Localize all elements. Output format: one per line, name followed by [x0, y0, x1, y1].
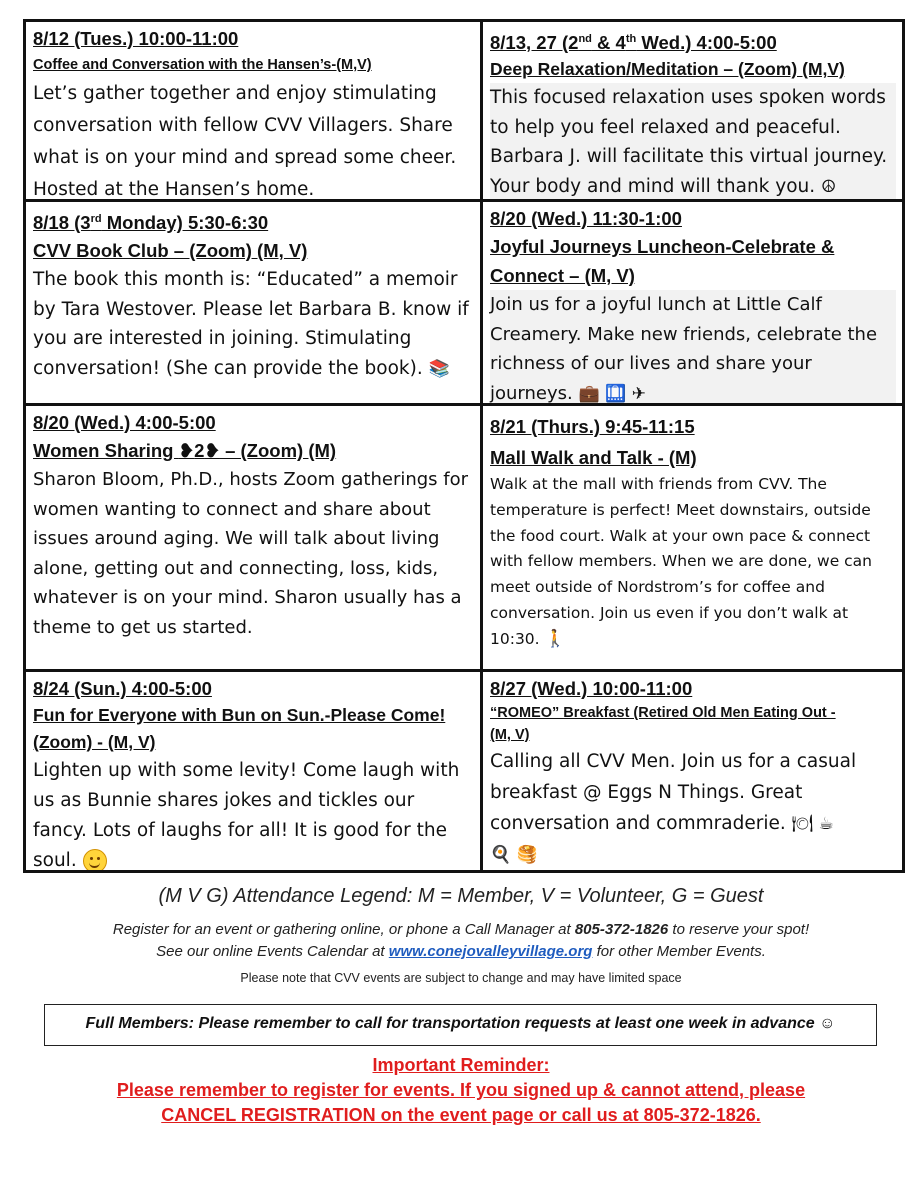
- event-date-time: 8/20 (Wed.) 11:30-1:00: [490, 208, 682, 229]
- calendar-line: See our online Events Calendar at www.conejovalleyvillage.org for other Member Events.: [156, 943, 766, 960]
- event-date-time: 8/13, 27 (2nd & 4th Wed.) 4:00-5:00: [490, 32, 777, 54]
- event-title: CVV Book Club – (Zoom) (M, V): [33, 240, 308, 262]
- event-date-time: 8/24 (Sun.) 4:00-5:00: [33, 678, 212, 699]
- event-cell-coffee-conversation: [26, 22, 483, 202]
- event-cell-romeo-breakfast: [483, 672, 902, 870]
- event-description: Let’s gather together and enjoy stimulating conversation with fellow CVV Villagers. Share what is on your mind and spread some cheer. Hosted at the Hansen’s home.: [33, 83, 457, 200]
- event-description: Sharon Bloom, Ph.D., hosts Zoom gatherings for women wanting to connect and share about issues around aging. We will talk about living alone, getting out and connecting, loss, kids, whatever is on your mind. Sharon usually has a theme to get us started.: [33, 469, 469, 638]
- register-line: Register for an event or gathering online, or phone a Call Manager at 805-372-1826 to reserve your spot!: [112, 921, 810, 938]
- event-cell-fun-for-everyone: [26, 672, 483, 870]
- event-date-time: 8/27 (Wed.) 10:00-11:00: [490, 678, 693, 699]
- event-title: Deep Relaxation/Meditation – (Zoom) (M,V): [490, 59, 845, 80]
- event-description: Calling all CVV Men. Join us for a casual breakfast @ Eggs N Things. Great conversation and commraderie. 🍽 ☕ 🍳 🥞: [490, 751, 857, 865]
- peace-icon: ☮: [821, 176, 837, 197]
- website-link[interactable]: www.conejovalleyvillage.org: [388, 943, 593, 960]
- walking-person-icon: 🚶: [544, 628, 566, 649]
- event-title: Women Sharing ❥2❥ – (Zoom) (M): [33, 440, 337, 461]
- phone-number: 805-372-1826: [574, 921, 669, 938]
- event-title: Fun for Everyone with Bun on Sun.-Please Come! (Zoom) - (M, V): [33, 705, 446, 752]
- dining-icons: 🍽 ☕: [791, 814, 834, 834]
- reminder-heading: Important Reminder:: [372, 1055, 550, 1075]
- members-notice-box: Full Members: Please remember to call for transportation requests at least one week in advance ☺: [44, 1004, 877, 1046]
- event-description: Join us for a joyful lunch at Little Calf Creamery. Make new friends, celebrate the richness of our lives and share your journeys. 💼 🛄 ✈: [490, 290, 896, 406]
- event-title: Joyful Journeys Luncheon-Celebrate & Connect – (M, V): [490, 236, 835, 286]
- event-description: Lighten up with some levity! Come laugh with us as Bunnie shares jokes and tickles our fancy. Lots of laughs for all! It is good for the soul.: [33, 756, 474, 870]
- reminder-line-1: Please remember to register for events. If you signed up & cannot attend, please: [116, 1080, 806, 1100]
- event-date-time: 8/12 (Tues.) 10:00-11:00: [33, 28, 239, 49]
- event-date-time: 8/20 (Wed.) 4:00-5:00: [33, 412, 216, 433]
- reminder-line-2: CANCEL REGISTRATION on the event page or call us at 805-372-1826.: [161, 1105, 761, 1125]
- event-cell-joyful-journeys: [483, 202, 902, 406]
- event-cell-mall-walk: [483, 406, 902, 672]
- heart-icon: ❥: [204, 440, 220, 461]
- event-description: Walk at the mall with friends from CVV. The temperature is perfect! Meet downstairs, outside the food court. Walk at your own pace & connect with fellow members. When we are done, we can meet outside of Nordstrom’s for coffee and conversation. Join us even if you don’t walk at 10:30. 🚶: [490, 475, 873, 649]
- event-date-time: 8/18 (3rd Monday) 5:30-6:30: [33, 212, 269, 234]
- heart-icon: ❥: [178, 440, 195, 461]
- event-date-time: 8/21 (Thurs.) 9:45-11:15: [490, 416, 695, 437]
- event-cell-book-club: [26, 202, 483, 406]
- event-title: Mall Walk and Talk - (M): [490, 447, 697, 468]
- events-table: [23, 19, 905, 873]
- breakfast-icons: 🍳 🥞: [490, 845, 538, 865]
- event-description: The book this month is: “Educated” a memoir by Tara Westover. Please let Barbara B. know if you are interested in joining. Stimulating conversation! (She can provide the book). 📚: [33, 269, 469, 379]
- event-title: Coffee and Conversation with the Hansen’s-(M,V): [33, 57, 372, 73]
- event-cell-women-sharing: [26, 406, 483, 672]
- event-title: “ROMEO” Breakfast (Retired Old Men Eating Out - (M, V): [490, 705, 836, 743]
- books-icon: 📚: [428, 358, 450, 379]
- event-description: This focused relaxation uses spoken words to help you feel relaxed and peaceful. Barbara J. will facilitate this virtual journey. Your body and mind will thank you. ☮: [490, 83, 896, 201]
- subject-to-change-note: Please note that CVV events are subject to change and may have limited space: [240, 971, 682, 985]
- attendance-legend: (M V G) Attendance Legend: M = Member, V = Volunteer, G = Guest: [158, 885, 764, 907]
- travel-icons: 💼 🛄 ✈: [578, 383, 646, 404]
- event-cell-deep-relaxation: [483, 22, 902, 202]
- smiley-icon: [83, 849, 107, 870]
